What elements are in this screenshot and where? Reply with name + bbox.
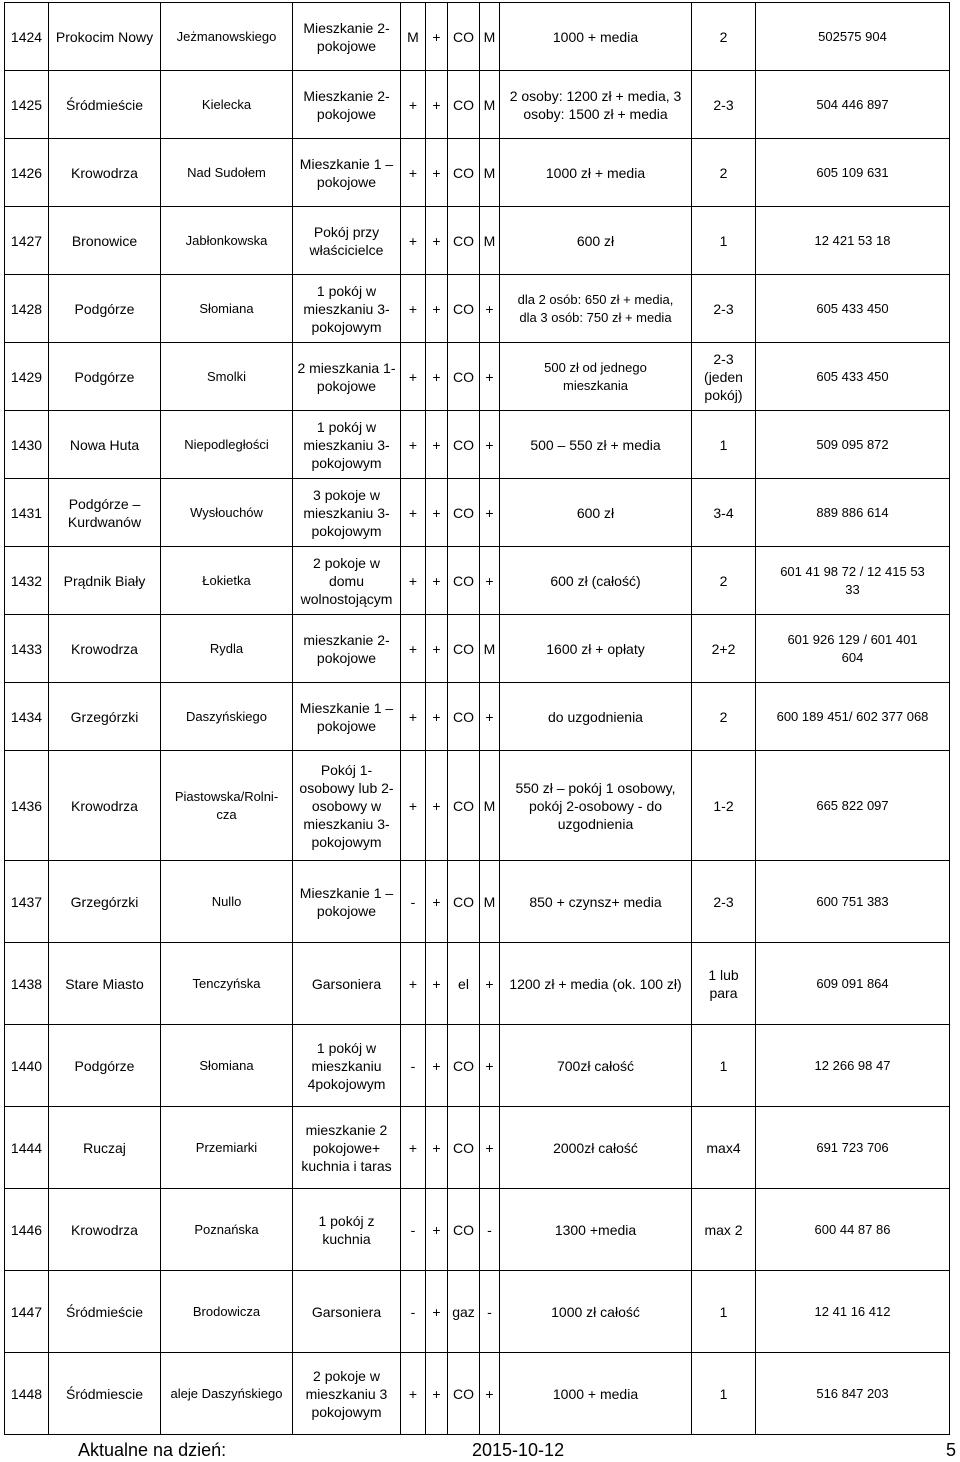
flag-2-cell: + bbox=[426, 1353, 448, 1435]
heating-cell: CO bbox=[448, 1353, 480, 1435]
persons-cell: 2+2 bbox=[692, 615, 756, 683]
flag-2-cell: + bbox=[426, 3, 448, 71]
type-cell: 1 pokój w mieszkaniu 3- pokojowym bbox=[293, 411, 401, 479]
persons-cell: 2-3 bbox=[692, 71, 756, 139]
district-cell: Śródmiescie bbox=[49, 1353, 161, 1435]
flag-2-cell: + bbox=[426, 1189, 448, 1271]
table-row bbox=[5, 751, 950, 861]
type-cell: Garsoniera bbox=[293, 943, 401, 1025]
phone-cell: 509 095 872 bbox=[756, 411, 950, 479]
flag-2-cell: + bbox=[426, 615, 448, 683]
flag-4-cell: M bbox=[480, 207, 500, 275]
district-cell: Prokocim Nowy bbox=[49, 3, 161, 71]
flag-1-cell: - bbox=[401, 1189, 426, 1271]
type-cell: Mieszkanie 1 – pokojowe bbox=[293, 861, 401, 943]
listing-id: 1434 bbox=[5, 683, 49, 751]
flag-4-cell: + bbox=[480, 479, 500, 547]
flag-4-cell: + bbox=[480, 411, 500, 479]
type-cell: mieszkanie 2 pokojowe+ kuchnia i taras bbox=[293, 1107, 401, 1189]
phone-cell: 605 109 631 bbox=[756, 139, 950, 207]
price-cell: dla 2 osób: 650 zł + media, dla 3 osób: 750 zł + media bbox=[500, 275, 692, 343]
street-cell: Słomiana bbox=[161, 1025, 293, 1107]
table-row bbox=[5, 479, 950, 547]
phone-cell: 12 41 16 412 bbox=[756, 1271, 950, 1353]
flag-4-cell: M bbox=[480, 751, 500, 861]
flag-1-cell: - bbox=[401, 1271, 426, 1353]
phone-cell: 601 41 98 72 / 12 415 53 33 bbox=[756, 547, 950, 615]
flag-4-cell: + bbox=[480, 343, 500, 411]
flag-4-cell: M bbox=[480, 3, 500, 71]
heating-cell: CO bbox=[448, 3, 480, 71]
district-cell: Podgórze bbox=[49, 343, 161, 411]
table-row bbox=[5, 615, 950, 683]
flag-4-cell: + bbox=[480, 275, 500, 343]
flag-1-cell: - bbox=[401, 861, 426, 943]
flag-4-cell: + bbox=[480, 1025, 500, 1107]
phone-cell: 12 266 98 47 bbox=[756, 1025, 950, 1107]
street-cell: Przemiarki bbox=[161, 1107, 293, 1189]
price-cell: 600 zł bbox=[500, 479, 692, 547]
flag-1-cell: + bbox=[401, 683, 426, 751]
price-cell: 1000 + media bbox=[500, 1353, 692, 1435]
type-cell: mieszkanie 2- pokojowe bbox=[293, 615, 401, 683]
type-cell: Garsoniera bbox=[293, 1271, 401, 1353]
table-row bbox=[5, 1271, 950, 1353]
district-cell: Grzegórzki bbox=[49, 683, 161, 751]
flag-4-cell: + bbox=[480, 1107, 500, 1189]
type-cell: 1 pokój w mieszkaniu 3- pokojowym bbox=[293, 275, 401, 343]
table-row bbox=[5, 861, 950, 943]
flag-2-cell: + bbox=[426, 1025, 448, 1107]
phone-cell: 609 091 864 bbox=[756, 943, 950, 1025]
table-row bbox=[5, 1025, 950, 1107]
district-cell: Ruczaj bbox=[49, 1107, 161, 1189]
street-cell: Nad Sudołem bbox=[161, 139, 293, 207]
table-row bbox=[5, 1353, 950, 1435]
flag-4-cell: M bbox=[480, 615, 500, 683]
heating-cell: CO bbox=[448, 411, 480, 479]
price-cell: 1600 zł + opłaty bbox=[500, 615, 692, 683]
flag-1-cell: + bbox=[401, 343, 426, 411]
price-cell: 850 + czynsz+ media bbox=[500, 861, 692, 943]
listing-id: 1428 bbox=[5, 275, 49, 343]
flag-1-cell: + bbox=[401, 139, 426, 207]
table-row bbox=[5, 683, 950, 751]
persons-cell: 2 bbox=[692, 683, 756, 751]
persons-cell: 2-3 bbox=[692, 861, 756, 943]
district-cell: Krowodrza bbox=[49, 1189, 161, 1271]
persons-cell: 1 bbox=[692, 411, 756, 479]
street-cell: Jabłonkowska bbox=[161, 207, 293, 275]
price-cell: 1000 zł całość bbox=[500, 1271, 692, 1353]
flag-4-cell: + bbox=[480, 943, 500, 1025]
district-cell: Podgórze bbox=[49, 1025, 161, 1107]
heating-cell: CO bbox=[448, 683, 480, 751]
price-cell: 700zł całość bbox=[500, 1025, 692, 1107]
district-cell: Bronowice bbox=[49, 207, 161, 275]
flag-1-cell: + bbox=[401, 207, 426, 275]
flag-4-cell: - bbox=[480, 1271, 500, 1353]
street-cell: Wysłouchów bbox=[161, 479, 293, 547]
persons-cell: 1 bbox=[692, 1025, 756, 1107]
heating-cell: CO bbox=[448, 615, 480, 683]
flag-1-cell: + bbox=[401, 275, 426, 343]
flag-1-cell: + bbox=[401, 1353, 426, 1435]
phone-cell: 605 433 450 bbox=[756, 343, 950, 411]
persons-cell: 1 bbox=[692, 207, 756, 275]
table-row bbox=[5, 943, 950, 1025]
flag-1-cell: M bbox=[401, 3, 426, 71]
flag-1-cell: + bbox=[401, 751, 426, 861]
type-cell: 2 pokoje w domu wolnostojącym bbox=[293, 547, 401, 615]
street-cell: Tenczyńska bbox=[161, 943, 293, 1025]
price-cell: 2 osoby: 1200 zł + media, 3 osoby: 1500 zł + media bbox=[500, 71, 692, 139]
updated-date: 2015-10-12 bbox=[472, 1440, 565, 1460]
district-cell: Podgórze – Kurdwanów bbox=[49, 479, 161, 547]
flag-2-cell: + bbox=[426, 139, 448, 207]
flag-1-cell: + bbox=[401, 411, 426, 479]
heating-cell: CO bbox=[448, 139, 480, 207]
type-cell: 2 mieszkania 1- pokojowe bbox=[293, 343, 401, 411]
heating-cell: CO bbox=[448, 71, 480, 139]
persons-cell: max4 bbox=[692, 1107, 756, 1189]
flag-2-cell: + bbox=[426, 207, 448, 275]
flag-2-cell: + bbox=[426, 411, 448, 479]
listing-id: 1425 bbox=[5, 71, 49, 139]
price-cell: 2000zł całość bbox=[500, 1107, 692, 1189]
listing-id: 1440 bbox=[5, 1025, 49, 1107]
type-cell: Mieszkanie 1 – pokojowe bbox=[293, 139, 401, 207]
listing-id: 1432 bbox=[5, 547, 49, 615]
listing-id: 1438 bbox=[5, 943, 49, 1025]
price-cell: do uzgodnienia bbox=[500, 683, 692, 751]
street-cell: aleje Daszyńskiego bbox=[161, 1353, 293, 1435]
table-row bbox=[5, 207, 950, 275]
heating-cell: CO bbox=[448, 751, 480, 861]
flag-1-cell: + bbox=[401, 615, 426, 683]
listing-id: 1427 bbox=[5, 207, 49, 275]
heating-cell: gaz bbox=[448, 1271, 480, 1353]
street-cell: Niepodległości bbox=[161, 411, 293, 479]
type-cell: 1 pokój z kuchnia bbox=[293, 1189, 401, 1271]
persons-cell: 1 lub para bbox=[692, 943, 756, 1025]
phone-cell: 502575 904 bbox=[756, 3, 950, 71]
type-cell: 2 pokoje w mieszkaniu 3 pokojowym bbox=[293, 1353, 401, 1435]
phone-cell: 600 751 383 bbox=[756, 861, 950, 943]
street-cell: Słomiana bbox=[161, 275, 293, 343]
flag-1-cell: + bbox=[401, 71, 426, 139]
persons-cell: 2 bbox=[692, 3, 756, 71]
flag-2-cell: + bbox=[426, 275, 448, 343]
listing-id: 1430 bbox=[5, 411, 49, 479]
listing-id: 1431 bbox=[5, 479, 49, 547]
price-cell: 1000 zł + media bbox=[500, 139, 692, 207]
phone-cell: 889 886 614 bbox=[756, 479, 950, 547]
flag-2-cell: + bbox=[426, 1271, 448, 1353]
price-cell: 1200 zł + media (ok. 100 zł) bbox=[500, 943, 692, 1025]
price-cell: 1000 + media bbox=[500, 3, 692, 71]
type-cell: Mieszkanie 1 – pokojowe bbox=[293, 683, 401, 751]
flag-4-cell: M bbox=[480, 139, 500, 207]
type-cell: Mieszkanie 2- pokojowe bbox=[293, 3, 401, 71]
phone-cell: 600 44 87 86 bbox=[756, 1189, 950, 1271]
district-cell: Śródmieście bbox=[49, 1271, 161, 1353]
type-cell: Pokój 1- osobowy lub 2- osobowy w mieszkaniu 3- pokojowym bbox=[293, 751, 401, 861]
table-row bbox=[5, 71, 950, 139]
street-cell: Smolki bbox=[161, 343, 293, 411]
page-footer bbox=[0, 1440, 960, 1462]
listing-id: 1429 bbox=[5, 343, 49, 411]
phone-cell: 12 421 53 18 bbox=[756, 207, 950, 275]
street-cell: Brodowicza bbox=[161, 1271, 293, 1353]
flag-2-cell: + bbox=[426, 751, 448, 861]
heating-cell: CO bbox=[448, 1189, 480, 1271]
table-row bbox=[5, 1107, 950, 1189]
table-row bbox=[5, 411, 950, 479]
flag-2-cell: + bbox=[426, 479, 448, 547]
persons-cell: 2 bbox=[692, 139, 756, 207]
phone-cell: 504 446 897 bbox=[756, 71, 950, 139]
price-cell: 1300 +media bbox=[500, 1189, 692, 1271]
flag-2-cell: + bbox=[426, 343, 448, 411]
flag-4-cell: M bbox=[480, 861, 500, 943]
type-cell: 1 pokój w mieszkaniu 4pokojowym bbox=[293, 1025, 401, 1107]
flag-1-cell: + bbox=[401, 1107, 426, 1189]
phone-cell: 600 189 451/ 602 377 068 bbox=[756, 683, 950, 751]
phone-cell: 665 822 097 bbox=[756, 751, 950, 861]
flag-4-cell: M bbox=[480, 71, 500, 139]
heating-cell: CO bbox=[448, 861, 480, 943]
street-cell: Łokietka bbox=[161, 547, 293, 615]
district-cell: Śródmieście bbox=[49, 71, 161, 139]
persons-cell: 1 bbox=[692, 1271, 756, 1353]
price-cell: 500 – 550 zł + media bbox=[500, 411, 692, 479]
type-cell: Pokój przy właścicielce bbox=[293, 207, 401, 275]
flag-1-cell: + bbox=[401, 479, 426, 547]
flag-1-cell: + bbox=[401, 943, 426, 1025]
listing-id: 1446 bbox=[5, 1189, 49, 1271]
listing-id: 1444 bbox=[5, 1107, 49, 1189]
district-cell: Stare Miasto bbox=[49, 943, 161, 1025]
district-cell: Grzegórzki bbox=[49, 861, 161, 943]
price-cell: 600 zł (całość) bbox=[500, 547, 692, 615]
price-cell: 550 zł – pokój 1 osobowy, pokój 2-osobowy - do uzgodnienia bbox=[500, 751, 692, 861]
listing-id: 1433 bbox=[5, 615, 49, 683]
flag-1-cell: + bbox=[401, 547, 426, 615]
heating-cell: CO bbox=[448, 479, 480, 547]
flag-2-cell: + bbox=[426, 683, 448, 751]
persons-cell: max 2 bbox=[692, 1189, 756, 1271]
district-cell: Podgórze bbox=[49, 275, 161, 343]
flag-4-cell: - bbox=[480, 1189, 500, 1271]
flag-2-cell: + bbox=[426, 943, 448, 1025]
persons-cell: 1 bbox=[692, 1353, 756, 1435]
district-cell: Nowa Huta bbox=[49, 411, 161, 479]
persons-cell: 1-2 bbox=[692, 751, 756, 861]
listing-id: 1424 bbox=[5, 3, 49, 71]
type-cell: Mieszkanie 2- pokojowe bbox=[293, 71, 401, 139]
flag-1-cell: - bbox=[401, 1025, 426, 1107]
updated-label: Aktualne na dzień: bbox=[78, 1440, 227, 1460]
table-row bbox=[5, 547, 950, 615]
phone-cell: 691 723 706 bbox=[756, 1107, 950, 1189]
street-cell: Piastowska/Rolni- cza bbox=[161, 751, 293, 861]
flag-4-cell: + bbox=[480, 547, 500, 615]
heating-cell: CO bbox=[448, 547, 480, 615]
heating-cell: CO bbox=[448, 1107, 480, 1189]
table-row bbox=[5, 275, 950, 343]
table-row bbox=[5, 1189, 950, 1271]
persons-cell: 2 bbox=[692, 547, 756, 615]
flag-4-cell: + bbox=[480, 1353, 500, 1435]
price-cell: 600 zł bbox=[500, 207, 692, 275]
phone-cell: 605 433 450 bbox=[756, 275, 950, 343]
table-row bbox=[5, 139, 950, 207]
listing-id: 1426 bbox=[5, 139, 49, 207]
street-cell: Nullo bbox=[161, 861, 293, 943]
flag-2-cell: + bbox=[426, 1107, 448, 1189]
street-cell: Rydla bbox=[161, 615, 293, 683]
listing-id: 1437 bbox=[5, 861, 49, 943]
listings-table bbox=[4, 2, 950, 1435]
listing-id: 1448 bbox=[5, 1353, 49, 1435]
heating-cell: CO bbox=[448, 207, 480, 275]
district-cell: Prądnik Biały bbox=[49, 547, 161, 615]
heating-cell: el bbox=[448, 943, 480, 1025]
street-cell: Kielecka bbox=[161, 71, 293, 139]
persons-cell: 2-3 (jeden pokój) bbox=[692, 343, 756, 411]
flag-4-cell: + bbox=[480, 683, 500, 751]
persons-cell: 2-3 bbox=[692, 275, 756, 343]
page-number: 5 bbox=[946, 1440, 957, 1460]
heating-cell: CO bbox=[448, 1025, 480, 1107]
listing-id: 1436 bbox=[5, 751, 49, 861]
heating-cell: CO bbox=[448, 343, 480, 411]
type-cell: 3 pokoje w mieszkaniu 3- pokojowym bbox=[293, 479, 401, 547]
table-row bbox=[5, 343, 950, 411]
flag-2-cell: + bbox=[426, 547, 448, 615]
district-cell: Krowodrza bbox=[49, 139, 161, 207]
listing-id: 1447 bbox=[5, 1271, 49, 1353]
street-cell: Poznańska bbox=[161, 1189, 293, 1271]
heating-cell: CO bbox=[448, 275, 480, 343]
district-cell: Krowodrza bbox=[49, 615, 161, 683]
price-cell: 500 zł od jednego mieszkania bbox=[500, 343, 692, 411]
street-cell: Jeżmanowskiego bbox=[161, 3, 293, 71]
phone-cell: 516 847 203 bbox=[756, 1353, 950, 1435]
persons-cell: 3-4 bbox=[692, 479, 756, 547]
flag-2-cell: + bbox=[426, 861, 448, 943]
table-row bbox=[5, 3, 950, 71]
phone-cell: 601 926 129 / 601 401 604 bbox=[756, 615, 950, 683]
district-cell: Krowodrza bbox=[49, 751, 161, 861]
street-cell: Daszyńskiego bbox=[161, 683, 293, 751]
flag-2-cell: + bbox=[426, 71, 448, 139]
